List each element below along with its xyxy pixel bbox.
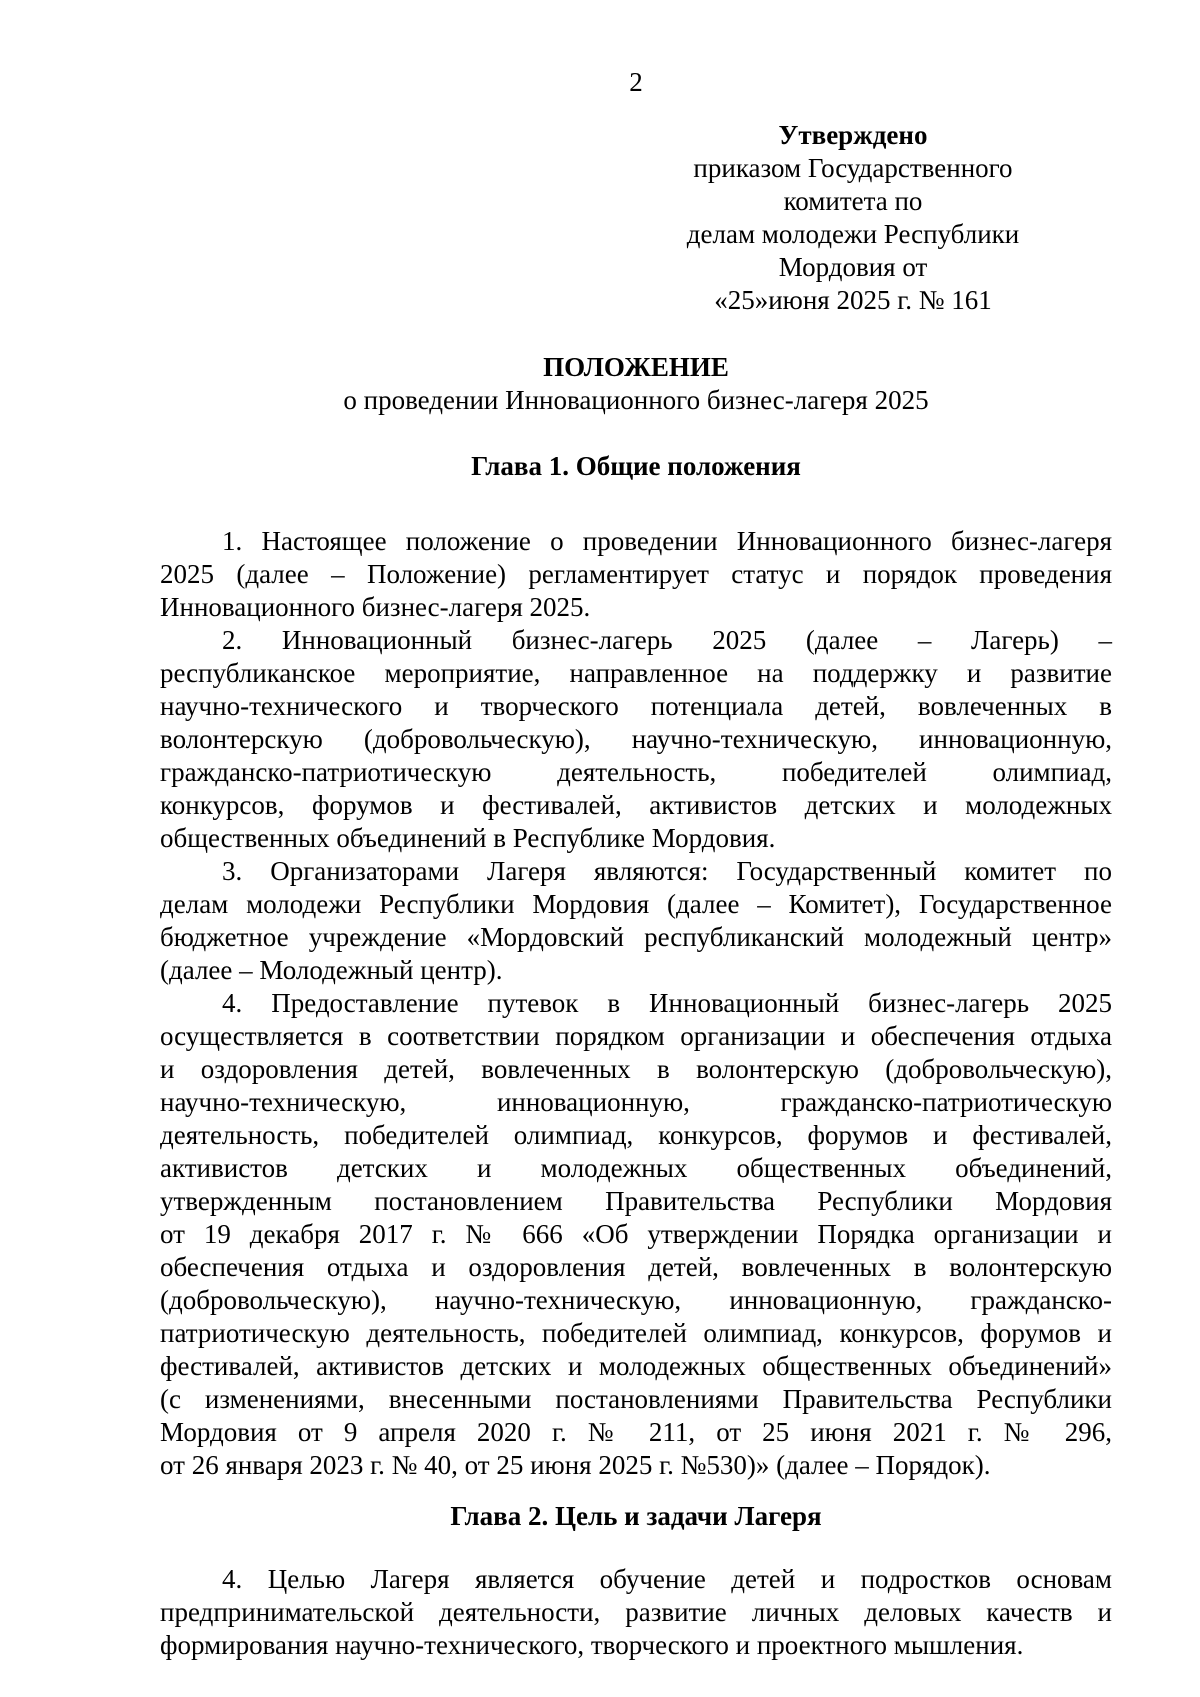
paragraph-line: 4. Предоставление путевок в Инновационный бизнес-лагерь 2025	[222, 988, 1112, 1018]
paragraph-line: 2. Инновационный бизнес-лагерь 2025 (далее – Лагерь) –	[222, 625, 1112, 655]
paragraph	[160, 855, 1112, 987]
paragraph-line: делам молодежи Республики Мордовия (далее – Комитет), Государственное	[160, 889, 1112, 919]
approval-line: «25»июня 2025 г. № 161	[714, 285, 992, 315]
paragraph-line: предпринимательской деятельности, развитие личных деловых качеств и	[160, 1597, 1112, 1627]
paragraph-line: научно-технического и творческого потенциала детей, вовлеченных в	[160, 691, 1112, 721]
paragraph-line: утвержденным постановлением Правительства Республики Мордовия	[160, 1186, 1112, 1216]
approval-lines	[669, 152, 1037, 317]
paragraph-line: общественных объединений в Республике Мордовия.	[160, 823, 776, 853]
paragraph-line: Мордовия от 9 апреля 2020 г. № 211, от 25 июня 2021 г. № 296,	[160, 1417, 1112, 1447]
paragraph-line: деятельность, победителей олимпиад, конкурсов, форумов и фестивалей,	[160, 1120, 1112, 1150]
paragraph	[160, 624, 1112, 855]
paragraph-line: 1. Настоящее положение о проведении Инновационного бизнес-лагеря	[222, 526, 1112, 556]
paragraph-line: фестивалей, активистов детских и молодежных общественных объединений»	[160, 1351, 1112, 1381]
approval-line: делам молодежи Республики Мордовия от	[686, 219, 1020, 282]
approval-block	[669, 119, 1037, 317]
paragraph-line: обеспечения отдыха и оздоровления детей, вовлеченных в волонтерскую	[160, 1252, 1112, 1282]
paragraph-line: и оздоровления детей, вовлеченных в волонтерскую (добровольческую),	[160, 1054, 1112, 1084]
chapter-heading: Глава 2. Цель и задачи Лагеря	[450, 1501, 822, 1531]
paragraph-line: от 19 декабря 2017 г. № 666 «Об утверждении Порядка организации и	[160, 1219, 1112, 1249]
paragraph-line: от 26 января 2023 г. № 40, от 25 июня 2025 г. №530)» (далее – Порядок).	[160, 1450, 991, 1480]
paragraph-line: 3. Организаторами Лагеря являются: Государственный комитет по	[222, 856, 1112, 886]
paragraph-line: активистов детских и молодежных общественных объединений,	[160, 1153, 1112, 1183]
chapters-container	[160, 450, 1112, 1662]
paragraph-line: 2025 (далее – Положение) регламентирует статус и порядок проведения	[160, 559, 1112, 589]
paragraph-line: патриотическую деятельность, победителей олимпиад, конкурсов, форумов и	[160, 1318, 1112, 1348]
page-number: 2	[629, 67, 643, 97]
paragraph-line: (далее – Молодежный центр).	[160, 955, 503, 985]
paragraph-line: осуществляется в соответствии порядком организации и обеспечения отдыха	[160, 1021, 1112, 1051]
document-subtitle: о проведении Инновационного бизнес-лагеря 2025	[343, 385, 929, 415]
chapter-heading: Глава 1. Общие положения	[471, 451, 801, 481]
paragraph-line: формирования научно-технического, творческого и проектного мышления.	[160, 1630, 1024, 1660]
paragraph-line: гражданско-патриотическую деятельность, победителей олимпиад,	[160, 757, 1112, 787]
paragraph-line: 4. Целью Лагеря является обучение детей и подростков основам	[222, 1564, 1112, 1594]
paragraph-line: волонтерскую (добровольческую), научно-техническую, инновационную,	[160, 724, 1112, 754]
approval-title: Утверждено	[778, 120, 928, 150]
paragraph-line: (добровольческую), научно-техническую, инновационную, гражданско-	[160, 1285, 1112, 1315]
paragraph-line: бюджетное учреждение «Мордовский республиканский молодежный центр»	[160, 922, 1112, 952]
paragraph	[160, 1563, 1112, 1662]
paragraph-line: Инновационного бизнес-лагеря 2025.	[160, 592, 591, 622]
paragraph-line: республиканское мероприятие, направленное на поддержку и развитие	[160, 658, 1112, 688]
approval-line: приказом Государственного комитета по	[693, 153, 1013, 216]
document-title: ПОЛОЖЕНИЕ	[543, 352, 729, 382]
paragraph	[160, 525, 1112, 624]
paragraph-line: научно-техническую, инновационную, гражданско-патриотическую	[160, 1087, 1112, 1117]
paragraph-line: (с изменениями, внесенными постановлениями Правительства Республики	[160, 1384, 1112, 1414]
paragraph	[160, 987, 1112, 1482]
paragraph-line: конкурсов, форумов и фестивалей, активистов детских и молодежных	[160, 790, 1112, 820]
